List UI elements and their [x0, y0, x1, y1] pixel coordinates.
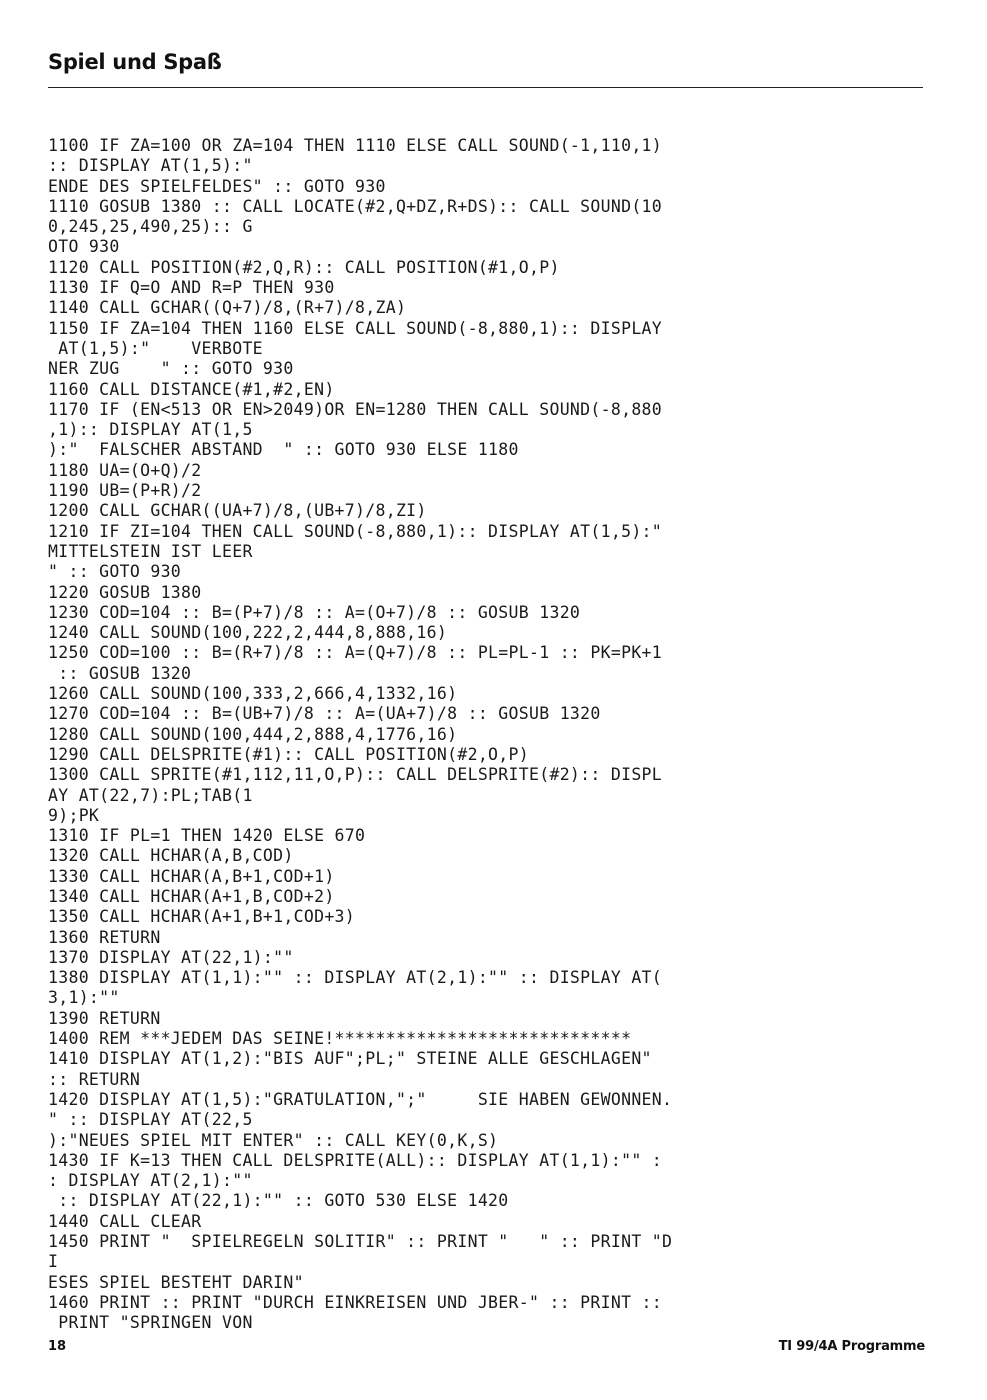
code-line: 9);PK: [48, 805, 100, 825]
code-line: 1180 UA=(O+Q)/2: [48, 460, 202, 480]
code-line: " :: DISPLAY AT(22,5: [48, 1110, 253, 1130]
code-line: ESES SPIEL BESTEHT DARIN": [48, 1272, 304, 1292]
code-line: 3,1):"": [48, 988, 120, 1008]
code-line: 1110 GOSUB 1380 :: CALL LOCATE(#2,Q+DZ,R+DS):: CALL SOUND(10: [48, 196, 663, 216]
code-line: 1300 CALL SPRITE(#1,112,11,O,P):: CALL DELSPRITE(#2):: DISPL: [48, 765, 663, 785]
code-line: 1410 DISPLAY AT(1,2):"BIS AUF";PL;" STEINE ALLE GESCHLAGEN": [48, 1049, 652, 1069]
code-line: 1430 IF K=13 THEN CALL DELSPRITE(ALL):: DISPLAY AT(1,1):"" :: [48, 1150, 663, 1170]
code-line: 1400 REM ***JEDEM DAS SEINE!*****************************: [48, 1029, 632, 1049]
code-line: 1240 CALL SOUND(100,222,2,444,8,888,16): [48, 623, 448, 643]
code-line: 1270 COD=104 :: B=(UB+7)/8 :: A=(UA+7)/8 :: GOSUB 1320: [48, 704, 601, 724]
code-line: " :: GOTO 930: [48, 562, 182, 582]
code-line: ):" FALSCHER ABSTAND " :: GOTO 930 ELSE 1180: [48, 440, 519, 460]
code-line: ,1):: DISPLAY AT(1,5: [48, 420, 253, 440]
code-line: 1320 CALL HCHAR(A,B,COD): [48, 846, 294, 866]
code-line: 1200 CALL GCHAR((UA+7)/8,(UB+7)/8,ZI): [48, 501, 427, 521]
code-line: I: [48, 1252, 59, 1272]
code-line: AT(1,5):" VERBOTE: [48, 338, 263, 358]
code-line: 1250 COD=100 :: B=(R+7)/8 :: A=(Q+7)/8 :: PL=PL-1 :: PK=PK+1: [48, 643, 663, 663]
code-line: 1280 CALL SOUND(100,444,2,888,4,1776,16): [48, 724, 458, 744]
code-line: 1440 CALL CLEAR: [48, 1211, 202, 1231]
code-line: 1120 CALL POSITION(#2,Q,R):: CALL POSITION(#1,O,P): [48, 257, 560, 277]
code-line: 1390 RETURN: [48, 1008, 161, 1028]
code-line: 1190 UB=(P+R)/2: [48, 481, 202, 501]
code-line: 1170 IF (EN<513 OR EN>2049)OR EN=1280 THEN CALL SOUND(-8,880: [48, 399, 663, 419]
code-line: 1460 PRINT :: PRINT "DURCH EINKREISEN UND JBER-" :: PRINT ::: [48, 1292, 663, 1312]
code-line: 1420 DISPLAY AT(1,5):"GRATULATION,";" SIE HABEN GEWONNEN.: [48, 1089, 673, 1109]
code-line: 1100 IF ZA=100 OR ZA=104 THEN 1110 ELSE CALL SOUND(-1,110,1): [48, 136, 663, 155]
page-number: 18: [48, 1339, 67, 1354]
code-line: 1260 CALL SOUND(100,333,2,666,4,1332,16): [48, 684, 458, 704]
code-line: 1230 COD=104 :: B=(P+7)/8 :: A=(O+7)/8 :: GOSUB 1320: [48, 602, 581, 622]
code-line: :: DISPLAY AT(22,1):"" :: GOTO 530 ELSE 1420: [48, 1191, 509, 1211]
code-line: 1340 CALL HCHAR(A+1,B,COD+2): [48, 886, 335, 906]
code-line: :: DISPLAY AT(1,5):": [48, 156, 253, 176]
code-line: : DISPLAY AT(2,1):"": [48, 1171, 253, 1191]
code-line: ENDE DES SPIELFELDES" :: GOTO 930: [48, 176, 386, 196]
code-line: NER ZUG " :: GOTO 930: [48, 359, 294, 379]
code-line: PRINT "SPRINGEN VON: [48, 1313, 253, 1333]
code-line: 0,245,25,490,25):: G: [48, 217, 253, 237]
book-title: TI 99/4A Programme: [778, 1339, 925, 1354]
code-line: 1370 DISPLAY AT(22,1):"": [48, 947, 294, 967]
code-line: 1160 CALL DISTANCE(#1,#2,EN): [48, 379, 335, 399]
code-line: 1220 GOSUB 1380: [48, 582, 202, 602]
code-line: 1210 IF ZI=104 THEN CALL SOUND(-8,880,1):: DISPLAY AT(1,5):": [48, 521, 663, 541]
code-listing: [48, 136, 928, 1334]
code-line: AY AT(22,7):PL;TAB(1: [48, 785, 253, 805]
code-line: 1380 DISPLAY AT(1,1):"" :: DISPLAY AT(2,1):"" :: DISPLAY AT(: [48, 968, 663, 988]
code-line: MITTELSTEIN IST LEER: [48, 541, 253, 561]
code-line: 1450 PRINT " SPIELREGELN SOLITIR" :: PRINT " " :: PRINT "D: [48, 1232, 673, 1252]
page-header-title: Spiel und Spaß: [48, 50, 222, 74]
header-rule: [48, 87, 923, 88]
code-line: OTO 930: [48, 237, 120, 257]
code-line: 1360 RETURN: [48, 927, 161, 947]
code-line: 1130 IF Q=O AND R=P THEN 930: [48, 278, 335, 298]
code-line: 1140 CALL GCHAR((Q+7)/8,(R+7)/8,ZA): [48, 298, 407, 318]
code-line: 1310 IF PL=1 THEN 1420 ELSE 670: [48, 826, 366, 846]
code-line: :: GOSUB 1320: [48, 663, 192, 683]
code-line: 1150 IF ZA=104 THEN 1160 ELSE CALL SOUND(-8,880,1):: DISPLAY: [48, 318, 663, 338]
code-line: ):"NEUES SPIEL MIT ENTER" :: CALL KEY(0,K,S): [48, 1130, 499, 1150]
code-line: :: RETURN: [48, 1069, 141, 1089]
code-line: 1350 CALL HCHAR(A+1,B+1,COD+3): [48, 907, 356, 927]
code-line: 1290 CALL DELSPRITE(#1):: CALL POSITION(#2,O,P): [48, 744, 529, 764]
code-line: 1330 CALL HCHAR(A,B+1,COD+1): [48, 866, 335, 886]
